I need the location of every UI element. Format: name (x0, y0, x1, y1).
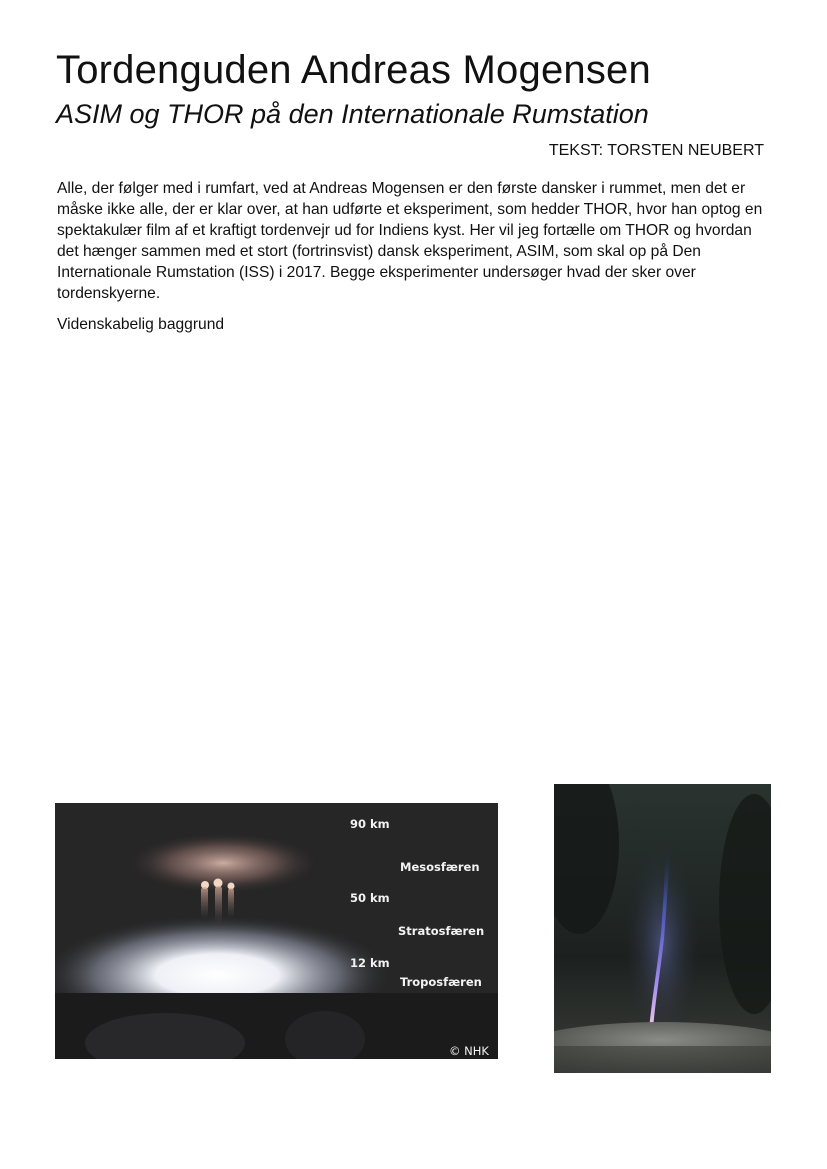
section-heading: Videnskabelig baggrund (57, 316, 225, 333)
altitude-label-12km: 12 km (350, 956, 390, 970)
layer-label-mesosphere: Mesosfæren (400, 860, 480, 874)
layer-label-stratosphere: Stratosfæren (398, 924, 485, 938)
article-title: Tordenguden Andreas Mogensen (56, 48, 651, 92)
intro-paragraph: Alle, der følger med i rumfart, ved at Andreas Mogensen er den første dansker i rummet, men det er måske ikke alle, der er klar over, at han udførte et eksperiment, som hedder THOR, hvor han optog en spektakulær film af et kraftigt tordenvejr ud for Indiens kyst. Her vil jeg fortælle om THOR og hvordan det hænger sammen med et stort (fortrinsvist) dansk eksperiment, ASIM, som skal op på Den Internationale Rumstation (ISS) i 2017. Begge eksperimenter undersøger hvad der sker over tordenskyerne. (57, 180, 763, 302)
blue-jet-photo (554, 784, 771, 1073)
blue-jet-photo-image (554, 784, 771, 1073)
layer-label-troposphere: Troposfæren (400, 975, 482, 989)
article-subtitle: ASIM og THOR på den Internationale Rumstation (56, 99, 649, 129)
altitude-label-50km: 50 km (350, 891, 390, 905)
sprite-photo (55, 803, 498, 1059)
altitude-label-90km: 90 km (350, 817, 390, 831)
photo-credit: © NHK (449, 1044, 489, 1058)
byline: TEKST: TORSTEN NEUBERT (548, 142, 764, 159)
